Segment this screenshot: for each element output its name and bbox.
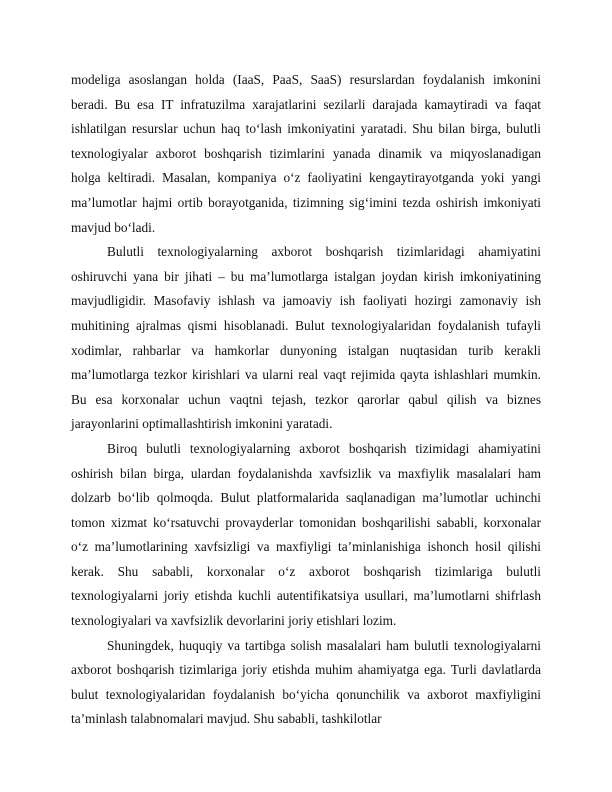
document-page — [71, 68, 541, 732]
paragraph-3: Biroq bulutli texnologiyalarning axborot boshqarish tizimidagi ahamiyatini oshirish bilan birga, ulardan foydalanishda xavfsizlik va maxfiylik masalalari ham dolzarb bo‘lib qolmoqda. Bulut platformalarida saqlanadigan ma’lumotlar uchinchi tomon xizmat ko‘rsatuvchi provayderlar tomonidan boshqarilishi sababli, korxonalar o‘z ma’lumotlarining xavfsizligi va maxfiyligi ta’minlanishiga ishonch hosil qilishi kerak. Shu sababli, korxonalar o‘z axborot boshqarish tizimlariga bulutli texnologiyalarni joriy etishda kuchli autentifikatsiya usullari, ma’lumotlarni shifrlash texnologiyalari va xavfsizlik devorlarini joriy etishlari lozim. — [71, 440, 541, 629]
paragraph-1: modeliga asoslangan holda (IaaS, PaaS, SaaS) resurslardan foydalanish imkonini beradi. Bu esa IT infratuzilma xarajatlarini sezilarli darajada kamaytiradi va faqat ishlatilgan resurslar uchun haq to‘lash imkoniyatini yaratadi. Shu bilan birga, bulutli texnologiyalar axborot boshqarish tizimlarini yanada dinamik va miqyoslanadigan holga keltiradi. Masalan, kompaniya o‘z faoliyatini kengaytirayotganda yoki yangi ma’lumotlar hajmi ortib borayotganida, tizimning sig‘imini tezda oshirish imkoniyati mavjud bo‘ladi. — [71, 72, 541, 235]
paragraph-4: Shuningdek, huquqiy va tartibga solish masalalari ham bulutli texnologiyalarni axborot boshqarish tizimlariga joriy etishda muhim ahamiyatga ega. Turli davlatlarda bulut texnologiyalaridan foydalanish bo‘yicha qonunchilik va axborot maxfiyligini ta’minlash talabnomalari mavjud. Shu sababli, tashkilotlar — [71, 637, 541, 727]
paragraph-2: Bulutli texnologiyalarning axborot boshqarish tizimlaridagi ahamiyatini oshiruvchi yana bir jihati – bu ma’lumotlarga istalgan joydan kirish imkoniyatining mavjudligidir. Masofaviy ishlash va jamoaviy ish faoliyati hozirgi zamonaviy ish muhitining ajralmas qismi hisoblanadi. Bulut texnologiyalaridan foydalanish tufayli xodimlar, rahbarlar va hamkorlar dunyoning istalgan nuqtasidan turib kerakli ma’lumotlarga tezkor kirishlari va ularni real vaqt rejimida qayta ishlashlari mumkin. Bu esa korxonalar uchun vaqtni tejash, tezkor qarorlar qabul qilish va biznes jarayonlarini optimallashtirish imkonini yaratadi. — [71, 244, 541, 432]
